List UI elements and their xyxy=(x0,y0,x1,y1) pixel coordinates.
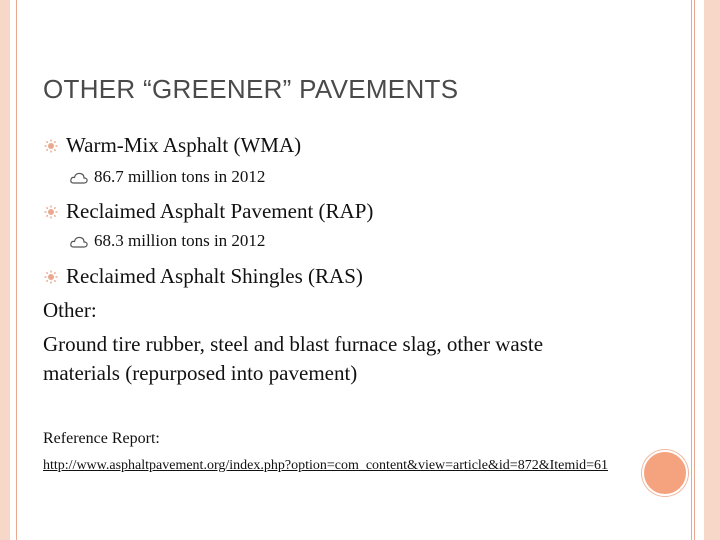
other-line-2: materials (repurposed into pavement) xyxy=(43,361,358,385)
bullet-rap: Reclaimed Asphalt Pavement (RAP) xyxy=(66,199,374,223)
left-rail-line xyxy=(16,0,17,540)
sun-icon xyxy=(44,205,58,219)
bullet-ras: Reclaimed Asphalt Shingles (RAS) xyxy=(66,264,363,288)
bullet-wma: Warm-Mix Asphalt (WMA) xyxy=(66,133,302,157)
right-rail-line xyxy=(691,0,692,540)
sub-bullet-wma: 86.7 million tons in 2012 xyxy=(94,167,266,186)
reference-link[interactable]: http://www.asphaltpavement.org/index.php?option=com_content&view=article&id=872&Itemid=61 xyxy=(43,458,609,473)
right-rail-line-2 xyxy=(694,0,695,540)
other-line-1: Ground tire rubber, steel and blast furnace slag, other waste xyxy=(43,332,544,356)
other-label: Other: xyxy=(43,298,97,322)
sun-icon xyxy=(44,270,58,284)
slide-title: OTHER “GREENER” PAVEMENTS xyxy=(43,74,459,104)
cloud-icon xyxy=(70,236,88,248)
sun-icon xyxy=(44,139,58,153)
decorative-circle xyxy=(642,450,688,496)
reference-label: Reference Report: xyxy=(43,430,160,447)
cloud-icon xyxy=(70,172,88,184)
sub-bullet-rap: 68.3 million tons in 2012 xyxy=(94,231,266,250)
